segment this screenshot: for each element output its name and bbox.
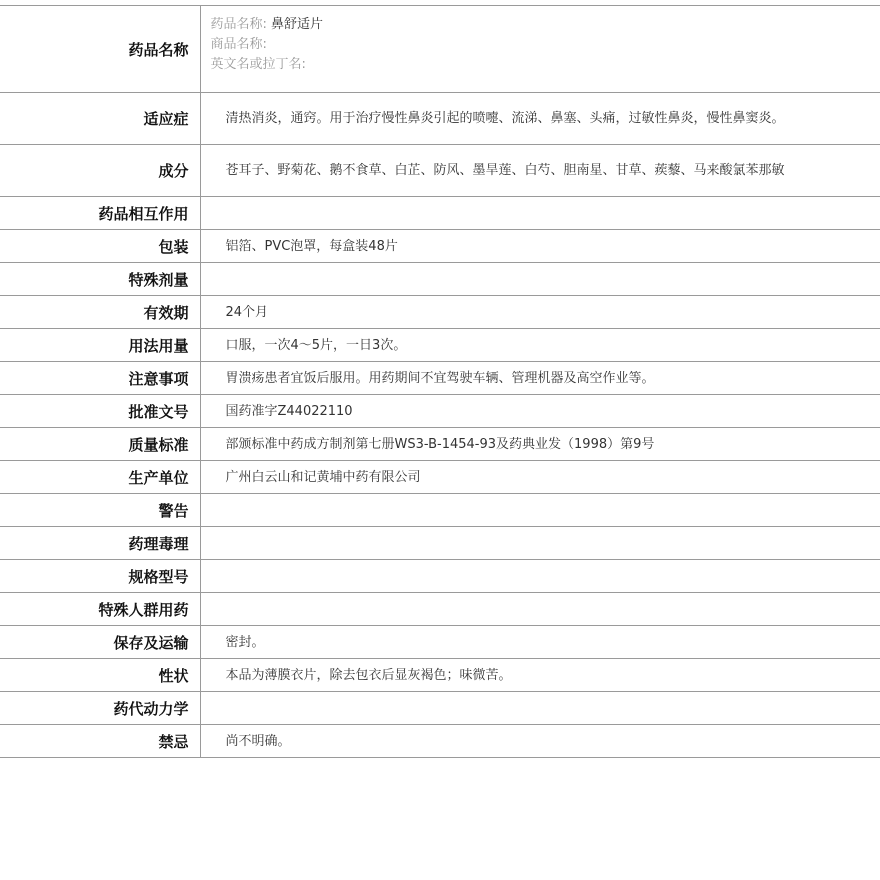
row-label: 生产单位 <box>0 461 200 494</box>
row-value: 苍耳子、野菊花、鹅不食草、白芷、防风、墨旱莲、白芍、胆南星、甘草、蒺藜、马来酸氯苯那敏 <box>200 145 880 197</box>
row-value <box>200 560 880 593</box>
row-label: 特殊人群用药 <box>0 593 200 626</box>
drug-info-sheet <box>0 5 880 758</box>
trade-name-line <box>211 35 791 55</box>
english-name-label: 英文名或拉丁名: <box>210 57 306 72</box>
row-value <box>200 494 880 527</box>
row-specification <box>0 560 880 593</box>
row-contraindications <box>0 725 880 758</box>
row-usage-dosage <box>0 329 880 362</box>
row-warning <box>0 494 880 527</box>
row-manufacturer <box>0 461 880 494</box>
row-label: 规格型号 <box>0 560 200 593</box>
row-label: 批准文号 <box>0 395 200 428</box>
row-label: 包装 <box>0 230 200 263</box>
row-value: 广州白云山和记黄埔中药有限公司 <box>200 461 880 494</box>
name-block <box>200 6 880 93</box>
row-quality-standard <box>0 428 880 461</box>
row-ingredients <box>0 145 880 197</box>
row-special-dosage <box>0 263 880 296</box>
row-indications <box>0 93 880 145</box>
row-interactions <box>0 197 880 230</box>
row-label: 药品相互作用 <box>0 197 200 230</box>
row-label: 药理毒理 <box>0 527 200 560</box>
row-pharmacokinetics <box>0 692 880 725</box>
row-value: 口服，一次4～5片，一日3次。 <box>200 329 880 362</box>
row-label: 保存及运输 <box>0 626 200 659</box>
row-label: 质量标准 <box>0 428 200 461</box>
trade-name-label: 商品名称: <box>210 37 267 52</box>
row-value <box>200 527 880 560</box>
row-value: 铝箔、PVC泡罩，每盒装48片 <box>200 230 880 263</box>
row-value: 本品为薄膜衣片，除去包衣后显灰褐色；味微苦。 <box>200 659 880 692</box>
row-value: 胃溃疡患者宜饭后服用。用药期间不宜驾驶车辆、管理机器及高空作业等。 <box>200 362 880 395</box>
row-precautions <box>0 362 880 395</box>
row-storage-transport <box>0 626 880 659</box>
row-label: 特殊剂量 <box>0 263 200 296</box>
row-special-populations <box>0 593 880 626</box>
generic-name-label: 药品名称: <box>210 17 267 32</box>
row-label: 有效期 <box>0 296 200 329</box>
row-label: 用法用量 <box>0 329 200 362</box>
row-shelf-life <box>0 296 880 329</box>
row-value: 清热消炎，通窍。用于治疗慢性鼻炎引起的喷嚏、流涕、鼻塞、头痛，过敏性鼻炎，慢性鼻窦炎。 <box>200 93 880 145</box>
row-label: 警告 <box>0 494 200 527</box>
row-appearance <box>0 659 880 692</box>
row-label: 性状 <box>0 659 200 692</box>
row-value: 24个月 <box>200 296 880 329</box>
row-label: 禁忌 <box>0 725 200 758</box>
row-value: 尚不明确。 <box>200 725 880 758</box>
row-drug-name <box>0 6 880 93</box>
row-value: 密封。 <box>200 626 880 659</box>
drug-info-table <box>0 5 880 758</box>
generic-name-line <box>211 15 791 35</box>
row-label: 注意事项 <box>0 362 200 395</box>
row-approval-number <box>0 395 880 428</box>
row-value: 国药准字Z44022110 <box>200 395 880 428</box>
row-value <box>200 593 880 626</box>
row-value <box>200 692 880 725</box>
row-pharmacology-toxicology <box>0 527 880 560</box>
row-label: 适应症 <box>0 93 200 145</box>
row-value: 部颁标准中药成方制剂第七册WS3-B-1454-93及药典业发（1998）第9号 <box>200 428 880 461</box>
row-packaging <box>0 230 880 263</box>
row-value <box>200 197 880 230</box>
english-name-line <box>211 55 791 75</box>
row-label: 成分 <box>0 145 200 197</box>
row-label: 药代动力学 <box>0 692 200 725</box>
row-label: 药品名称 <box>0 6 200 93</box>
generic-name-value: 鼻舒适片 <box>271 17 324 32</box>
row-value <box>200 263 880 296</box>
